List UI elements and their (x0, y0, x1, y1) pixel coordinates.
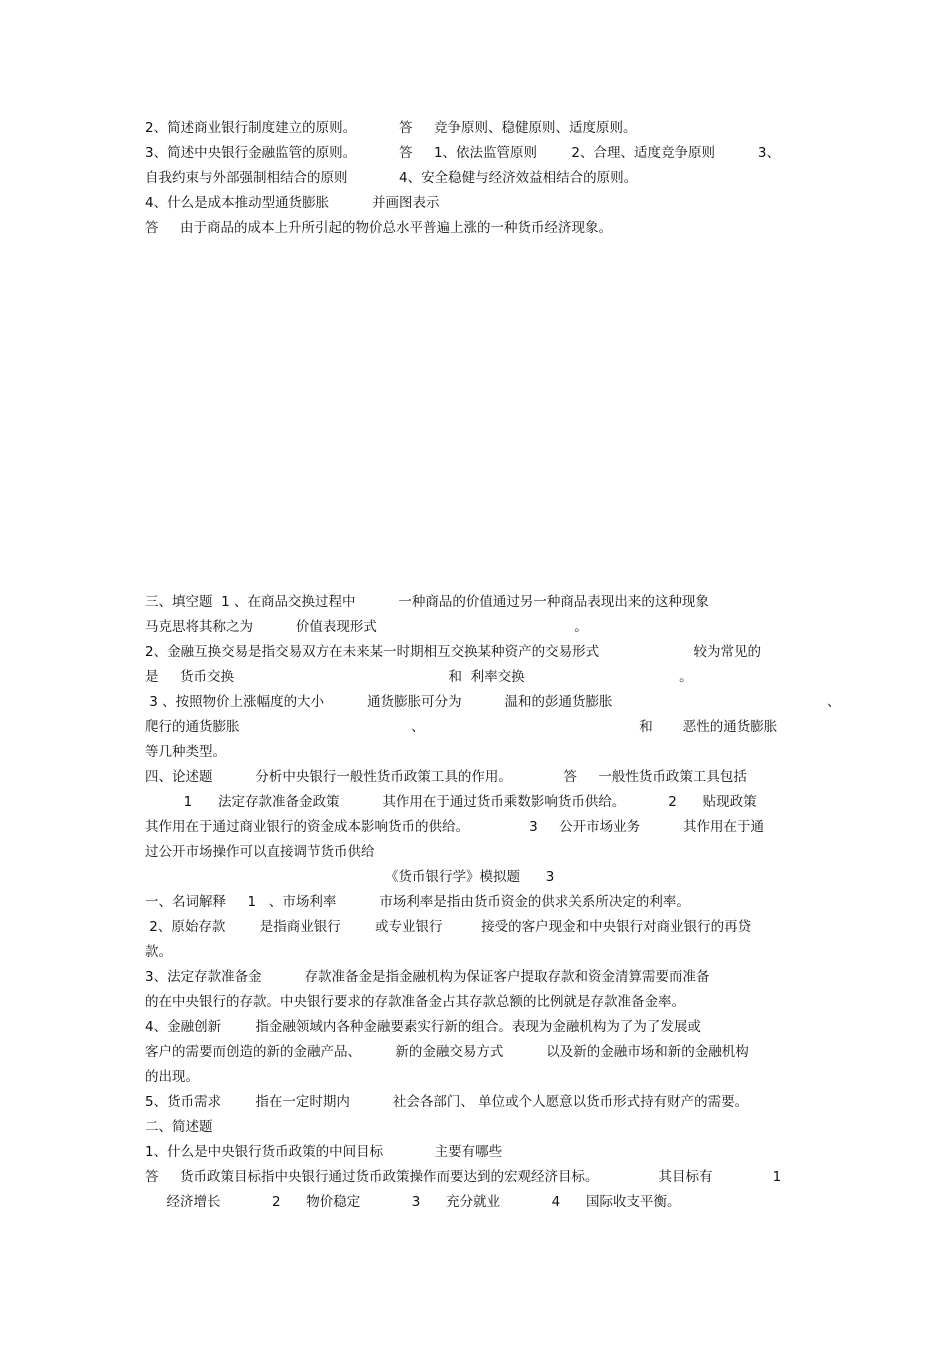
text-line: 4、什么是成本推动型通货膨胀 并画图表示 (145, 195, 440, 211)
text-line: 答 由于商品的成本上升所引起的物价总水平普遍上涨的一种货币经济现象。 (145, 220, 612, 236)
text-line: 的在中央银行的存款。中央银行要求的存款准备金占其存款总额的比例就是存款准备金率。 (145, 994, 685, 1010)
text-line: 5、货币需求 指在一定时期内 社会各部门、 单位或个人愿意以货币形式持有财产的需要。 (145, 1094, 749, 1110)
text-line: 过公开市场操作可以直接调节货币供给 (145, 844, 375, 860)
text-line: 3、法定存款准备金 存款准备金是指金融机构为保证客户提取存款和资金清算需要而准备 (145, 969, 710, 985)
text-line: 2、简述商业银行制度建立的原则。 答 竞争原则、稳健原则、适度原则。 (145, 120, 637, 136)
text-line: 二、简述题 (145, 1119, 213, 1135)
section-title: 《货币银行学》模拟题 3 (385, 869, 555, 885)
text-line: 4、金融创新 指金融领域内各种金融要素实行新的组合。表现为金融机构为了为了发展或 (145, 1019, 701, 1035)
text-line: 款。 (145, 944, 172, 960)
text-line: 答 货币政策目标指中央银行通过货币政策操作而要达到的宏观经济目标。 其目标有 1 (145, 1169, 782, 1185)
text-line: 经济增长 2 物价稳定 3 充分就业 4 国际收支平衡。 (145, 1194, 681, 1210)
text-line: 3、简述中央银行金融监管的原则。 答 1、依法监管原则 2、合理、适度竞争原则 3、 (145, 145, 780, 161)
text-line: 2、金融互换交易是指交易双方在未来某一时期相互交换某种资产的交易形式 较为常见的 (145, 644, 761, 660)
text-line: 客户的需要而创造的新的金融产品、 新的金融交易方式 以及新的金融市场和新的金融机构 (145, 1044, 749, 1060)
text-line: 其作用在于通过商业银行的资金成本影响货币的供给。 3 公开市场业务 其作用在于通 (145, 819, 765, 835)
text-line: 1、什么是中央银行货币政策的中间目标 主要有哪些 (145, 1144, 503, 1160)
text-line: 等几种类型。 (145, 744, 226, 760)
text-line: 一、名词解释 1 、市场利率 市场利率是指由货币资金的供求关系所决定的利率。 (145, 894, 690, 910)
text-line: 四、论述题 分析中央银行一般性货币政策工具的作用。 答 一般性货币政策工具包括 (145, 769, 747, 785)
text-line: 1 法定存款准备金政策 其作用在于通过货币乘数影响货币供给。 2 贴现政策 (145, 794, 757, 810)
text-line: 是 货币交换 和 利率交换 。 (145, 669, 693, 685)
text-line: 自我约束与外部强制相结合的原则 4、安全稳健与经济效益相结合的原则。 (145, 170, 638, 186)
text-line: 3 、按照物价上涨幅度的大小 通货膨胀可分为 温和的彭通货膨胀 、 (145, 694, 841, 710)
text-line: 三、填空题 1 、在商品交换过程中 一种商品的价值通过另一种商品表现出来的这种现象 (145, 594, 709, 610)
text-line: 2、原始存款 是指商业银行 或专业银行 接受的客户现金和中央银行对商业银行的再贷 (145, 919, 752, 935)
text-line: 马克思将其称之为 价值表现形式 。 (145, 619, 588, 635)
text-line: 爬行的通货膨胀 、 和 恶性的通货膨胀 (145, 719, 778, 735)
text-line: 的出现。 (145, 1069, 199, 1085)
